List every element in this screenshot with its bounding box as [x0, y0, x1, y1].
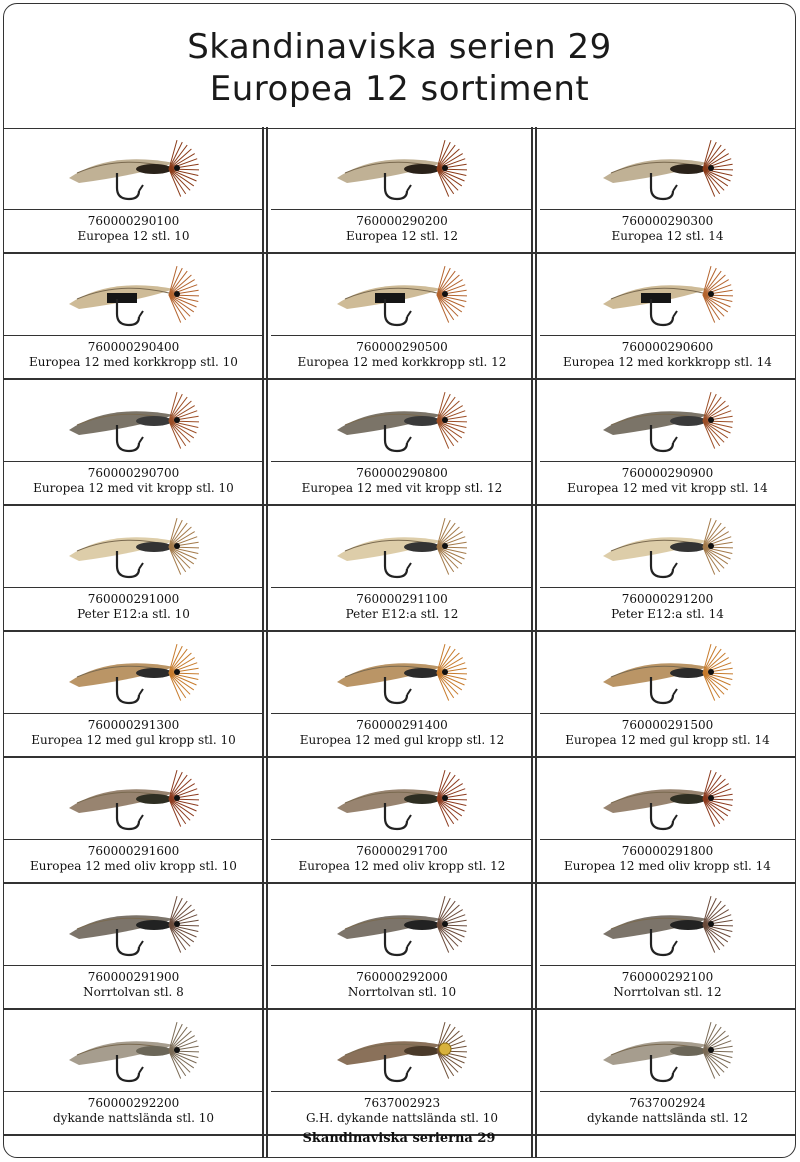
product-cell: [271, 631, 533, 757]
product-cell: [271, 757, 533, 883]
product-name: dykande nattslända stl. 12: [587, 1111, 748, 1125]
column-divider: [535, 127, 537, 1158]
product-name: Norrtolvan stl. 12: [613, 985, 722, 999]
fly-image: [327, 133, 477, 205]
product-image-area: [540, 1009, 795, 1092]
product-name: Peter E12:a stl. 14: [611, 607, 724, 621]
product-name: Europea 12 med oliv kropp stl. 14: [564, 859, 771, 873]
product-name: dykande nattslända stl. 10: [53, 1111, 214, 1125]
product-image-area: [271, 127, 533, 210]
product-image-area: [540, 253, 795, 336]
fly-image: [59, 385, 209, 457]
product-name: Peter E12:a stl. 12: [345, 607, 459, 621]
product-cell: [4, 1009, 263, 1135]
product-name: Europea 12 stl. 12: [345, 229, 458, 243]
product-cell: [540, 253, 795, 379]
product-name: Europea 12 med vit kropp stl. 14: [567, 481, 768, 495]
product-cell: [4, 757, 263, 883]
product-code: 760000290200: [356, 214, 448, 228]
product-name: Europea 12 med korkkropp stl. 10: [29, 355, 238, 369]
product-cell: [271, 1009, 533, 1135]
product-image-area: [540, 631, 795, 714]
product-code: 7637002923: [363, 1096, 441, 1110]
product-code: 760000290700: [87, 466, 180, 480]
product-image-area: [4, 253, 263, 336]
fly-image: [593, 385, 743, 457]
product-cell: [540, 127, 795, 253]
product-image-area: [271, 379, 533, 462]
fly-image: [593, 763, 743, 835]
product-image-area: [271, 1009, 533, 1092]
product-cell: [540, 757, 795, 883]
fly-image: [59, 1015, 209, 1087]
fly-image: [59, 637, 209, 709]
product-code: 760000291900: [87, 970, 180, 984]
product-name: Europea 12 med vit kropp stl. 10: [33, 481, 234, 495]
product-image-area: [4, 631, 263, 714]
column-divider: [266, 127, 268, 1158]
product-code: 760000292000: [356, 970, 448, 984]
product-name: Europea 12 stl. 10: [77, 229, 190, 243]
product-image-area: [540, 883, 795, 966]
product-name: Peter E12:a stl. 10: [77, 607, 190, 621]
fly-image: [59, 259, 209, 331]
fly-image: [59, 889, 209, 961]
product-image-area: [271, 757, 533, 840]
product-cell: [4, 379, 263, 505]
fly-image: [593, 511, 743, 583]
product-code: 760000291800: [621, 844, 714, 858]
product-image-area: [4, 883, 263, 966]
product-code: 760000290500: [356, 340, 448, 354]
fly-image: [327, 1015, 477, 1087]
product-code: 760000292100: [621, 970, 714, 984]
column-divider: [531, 127, 533, 1158]
product-cell: [271, 505, 533, 631]
product-code: 760000290900: [621, 466, 714, 480]
product-code: 760000290100: [87, 214, 180, 228]
fly-image: [593, 1015, 743, 1087]
product-cell: [4, 883, 263, 1009]
product-cell: [271, 883, 533, 1009]
product-name: Europea 12 med gul kropp stl. 14: [565, 733, 770, 747]
footer-label: Skandinaviska serierna 29: [302, 1131, 496, 1146]
product-image-area: [4, 757, 263, 840]
product-code: 760000291300: [87, 718, 180, 732]
product-code: 760000292200: [87, 1096, 180, 1110]
fly-image: [327, 385, 477, 457]
product-name: Norrtolvan stl. 8: [83, 985, 184, 999]
product-code: 760000291400: [356, 718, 448, 732]
product-cell: [271, 127, 533, 253]
product-cell: [4, 253, 263, 379]
product-name: Norrtolvan stl. 10: [347, 985, 457, 999]
page-title-line1: Skandinaviska serien 29: [187, 27, 612, 67]
fly-image: [327, 259, 477, 331]
header: [4, 4, 795, 129]
product-code: 760000290600: [621, 340, 714, 354]
product-cell: [4, 631, 263, 757]
product-code: 760000290300: [621, 214, 714, 228]
product-code: 760000291100: [356, 592, 448, 606]
product-image-area: [540, 505, 795, 588]
product-name: G.H. dykande nattslända stl. 10: [305, 1111, 499, 1125]
product-image-area: [271, 253, 533, 336]
product-cell: [540, 379, 795, 505]
product-name: Europea 12 med oliv kropp stl. 12: [298, 859, 506, 873]
product-image-area: [540, 757, 795, 840]
product-cell: [4, 505, 263, 631]
product-name: Europea 12 med vit kropp stl. 12: [301, 481, 503, 495]
product-cell: [540, 883, 795, 1009]
product-code: 760000291500: [621, 718, 714, 732]
fly-image: [59, 511, 209, 583]
product-code: 760000290400: [87, 340, 180, 354]
fly-image: [327, 889, 477, 961]
product-name: Europea 12 med oliv kropp stl. 10: [30, 859, 237, 873]
product-code: 760000291600: [87, 844, 180, 858]
product-image-area: [4, 505, 263, 588]
product-image-area: [271, 883, 533, 966]
product-code: 760000291000: [87, 592, 180, 606]
column-divider: [262, 127, 264, 1158]
product-image-area: [4, 1009, 263, 1092]
fly-image: [327, 511, 477, 583]
fly-image: [593, 259, 743, 331]
fly-image: [593, 889, 743, 961]
product-image-area: [540, 127, 795, 210]
fly-image: [59, 763, 209, 835]
product-image-area: [4, 127, 263, 210]
product-name: Europea 12 med gul kropp stl. 12: [299, 733, 505, 747]
fly-image: [327, 637, 477, 709]
product-code: 760000291700: [356, 844, 448, 858]
product-image-area: [540, 379, 795, 462]
product-image-area: [271, 631, 533, 714]
fly-image: [593, 637, 743, 709]
product-cell: [271, 379, 533, 505]
fly-image: [59, 133, 209, 205]
product-cell: [540, 631, 795, 757]
product-code: 7637002924: [629, 1096, 706, 1110]
product-code: 760000290800: [356, 466, 448, 480]
fly-image: [593, 133, 743, 205]
product-cell: [4, 127, 263, 253]
product-code: 760000291200: [621, 592, 714, 606]
product-name: Europea 12 med korkkropp stl. 14: [563, 355, 772, 369]
product-image-area: [271, 505, 533, 588]
fly-image: [327, 763, 477, 835]
product-name: Europea 12 stl. 14: [611, 229, 724, 243]
product-image-area: [4, 379, 263, 462]
product-name: Europea 12 med korkkropp stl. 12: [297, 355, 507, 369]
page-title-line2: Europea 12 sortiment: [209, 69, 590, 109]
product-cell: [271, 253, 533, 379]
product-name: Europea 12 med gul kropp stl. 10: [31, 733, 236, 747]
product-cell: [540, 505, 795, 631]
product-cell: [540, 1009, 795, 1135]
